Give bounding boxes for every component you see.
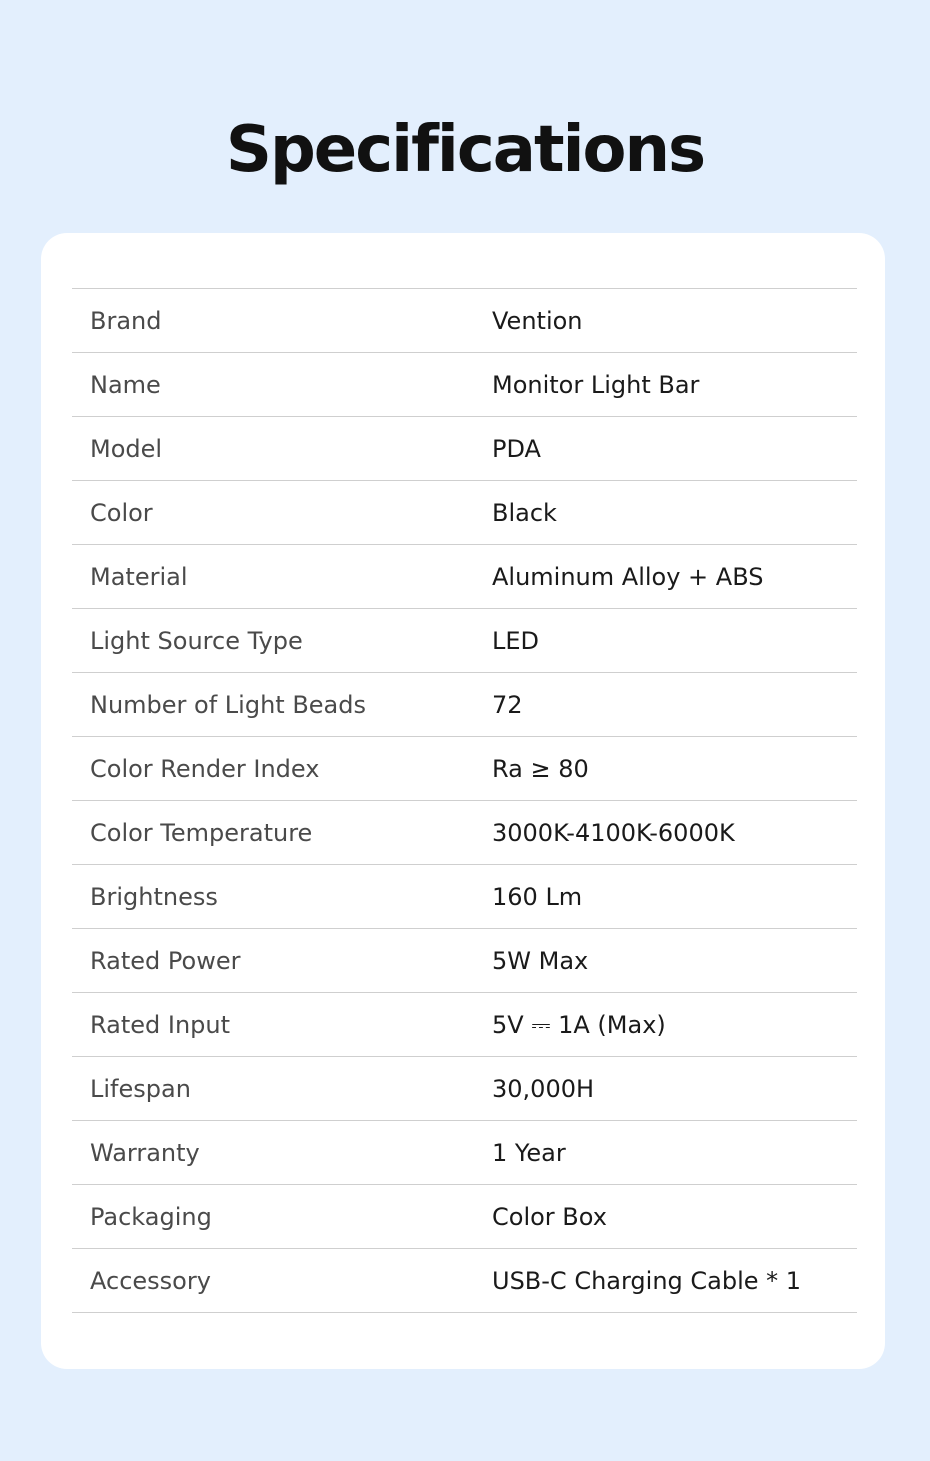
spec-label: Material: [90, 563, 188, 591]
spec-label: Color Temperature: [90, 819, 313, 847]
spec-label: Color: [90, 499, 153, 527]
spec-label: Brightness: [90, 883, 218, 911]
spec-row-rated-input: [72, 993, 857, 1057]
spec-value: PDA: [492, 435, 541, 463]
spec-label: Color Render Index: [90, 755, 320, 783]
spec-label: Lifespan: [90, 1075, 191, 1103]
spec-value: 1 Year: [492, 1139, 566, 1167]
page-title: Specifications: [225, 113, 705, 187]
spec-value: 5V ⎓ 1A (Max): [492, 1011, 666, 1039]
spec-label: Light Source Type: [90, 627, 303, 655]
spec-row-color-render-index: [72, 737, 857, 801]
spec-value: Color Box: [492, 1203, 607, 1231]
spec-label: Number of Light Beads: [90, 691, 366, 719]
spec-row-accessory: [72, 1249, 857, 1313]
spec-label: Model: [90, 435, 163, 463]
spec-row-color-temperature: [72, 801, 857, 865]
spec-row-lifespan: [72, 1057, 857, 1121]
spec-label: Packaging: [90, 1203, 212, 1231]
spec-row-material: [72, 545, 857, 609]
spec-value: 5W Max: [492, 947, 589, 975]
spec-label: Accessory: [90, 1267, 211, 1295]
spec-value: Vention: [492, 307, 583, 335]
spec-value: Ra ≥ 80: [492, 755, 589, 783]
spec-row-name: [72, 353, 857, 417]
spec-row-warranty: [72, 1121, 857, 1185]
spec-row-light-beads: [72, 673, 857, 737]
spec-value: Aluminum Alloy + ABS: [492, 563, 764, 591]
spec-label: Name: [90, 371, 161, 399]
spec-row-light-source-type: [72, 609, 857, 673]
spec-value: Monitor Light Bar: [492, 371, 700, 399]
spec-row-color: [72, 481, 857, 545]
spec-value: LED: [492, 627, 540, 655]
spec-value: 3000K-4100K-6000K: [492, 819, 735, 847]
spec-value: 160 Lm: [492, 883, 583, 911]
spec-value: USB-C Charging Cable * 1: [492, 1267, 802, 1295]
spec-row-packaging: [72, 1185, 857, 1249]
spec-row-brightness: [72, 865, 857, 929]
spec-row-rated-power: [72, 929, 857, 993]
spec-label: Rated Power: [90, 947, 241, 975]
spec-card: [41, 233, 885, 1369]
spec-label: Brand: [90, 307, 162, 335]
spec-value: Black: [492, 499, 557, 527]
spec-table: [72, 288, 857, 1313]
spec-label: Warranty: [90, 1139, 200, 1167]
spec-row-model: [72, 417, 857, 481]
spec-label: Rated Input: [90, 1011, 231, 1039]
spec-value: 30,000H: [492, 1075, 595, 1103]
spec-value: 72: [492, 691, 523, 719]
spec-row-brand: [72, 289, 857, 353]
